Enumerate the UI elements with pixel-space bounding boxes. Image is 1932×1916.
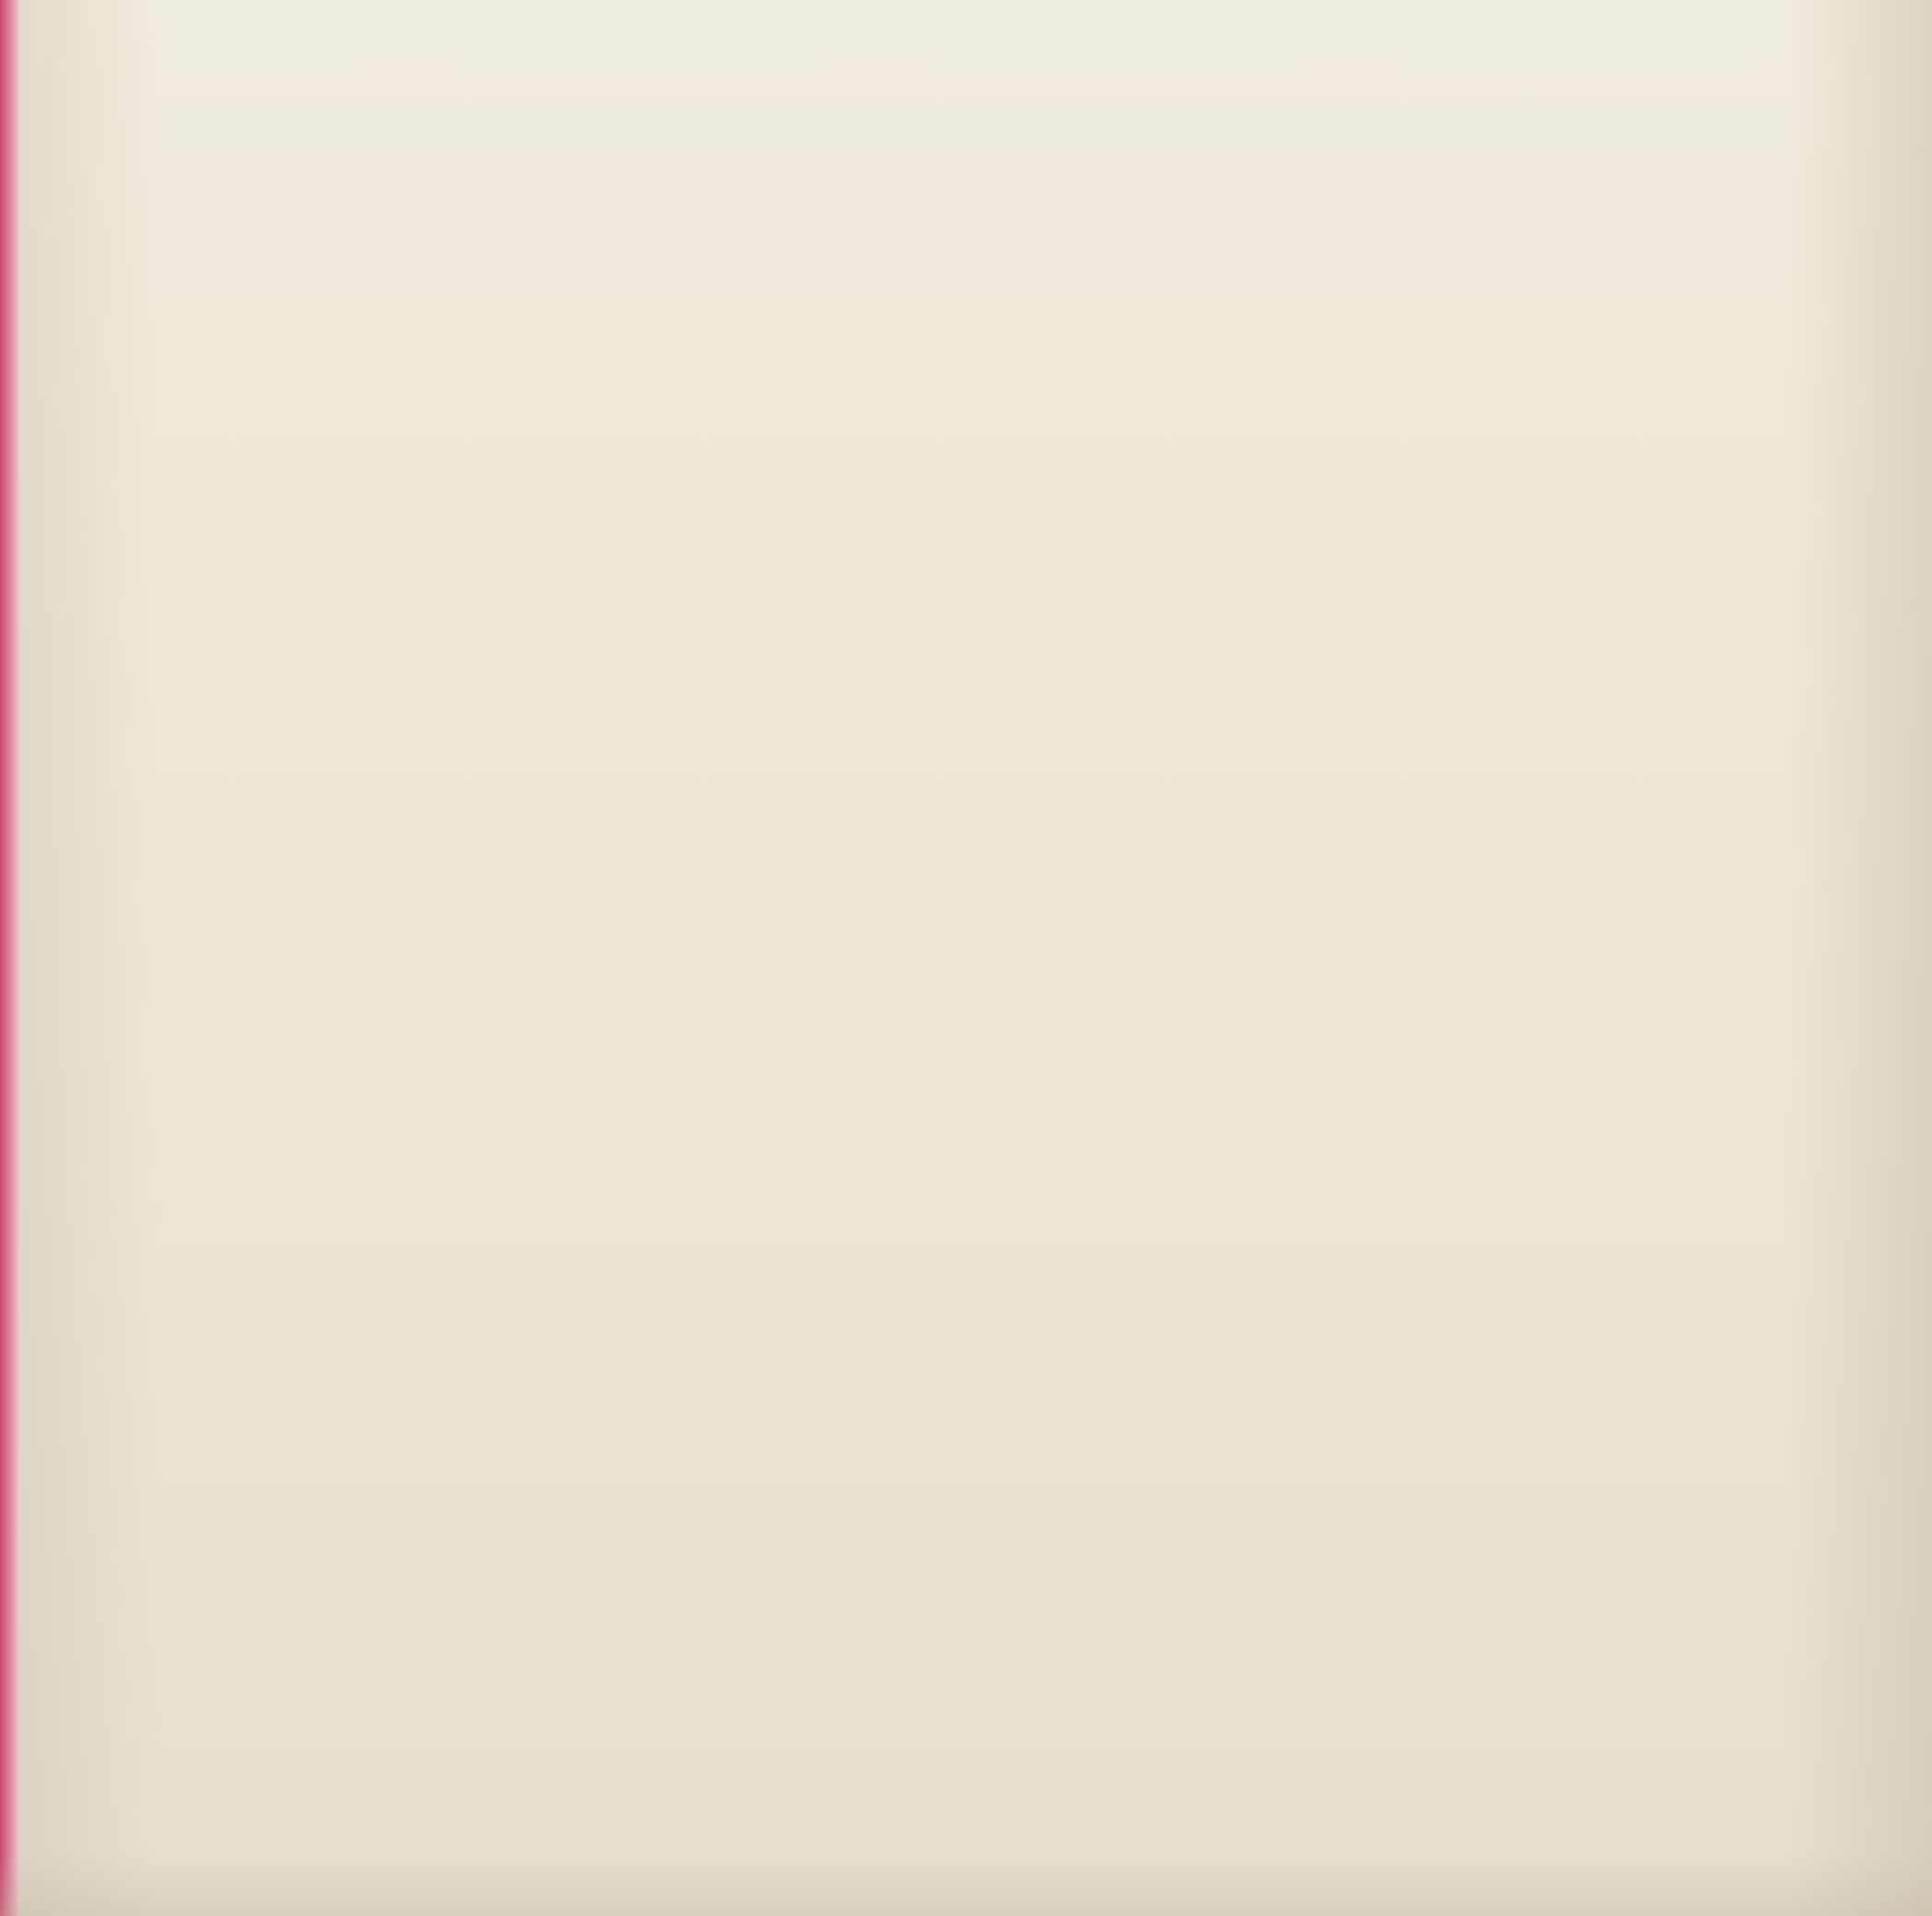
sleeve-fold-bottom xyxy=(0,1851,1932,1916)
sleeve-fold-right xyxy=(1785,0,1932,1916)
sleeve-edge-strip xyxy=(0,0,20,1916)
sleeve-fold-left xyxy=(20,0,159,1916)
